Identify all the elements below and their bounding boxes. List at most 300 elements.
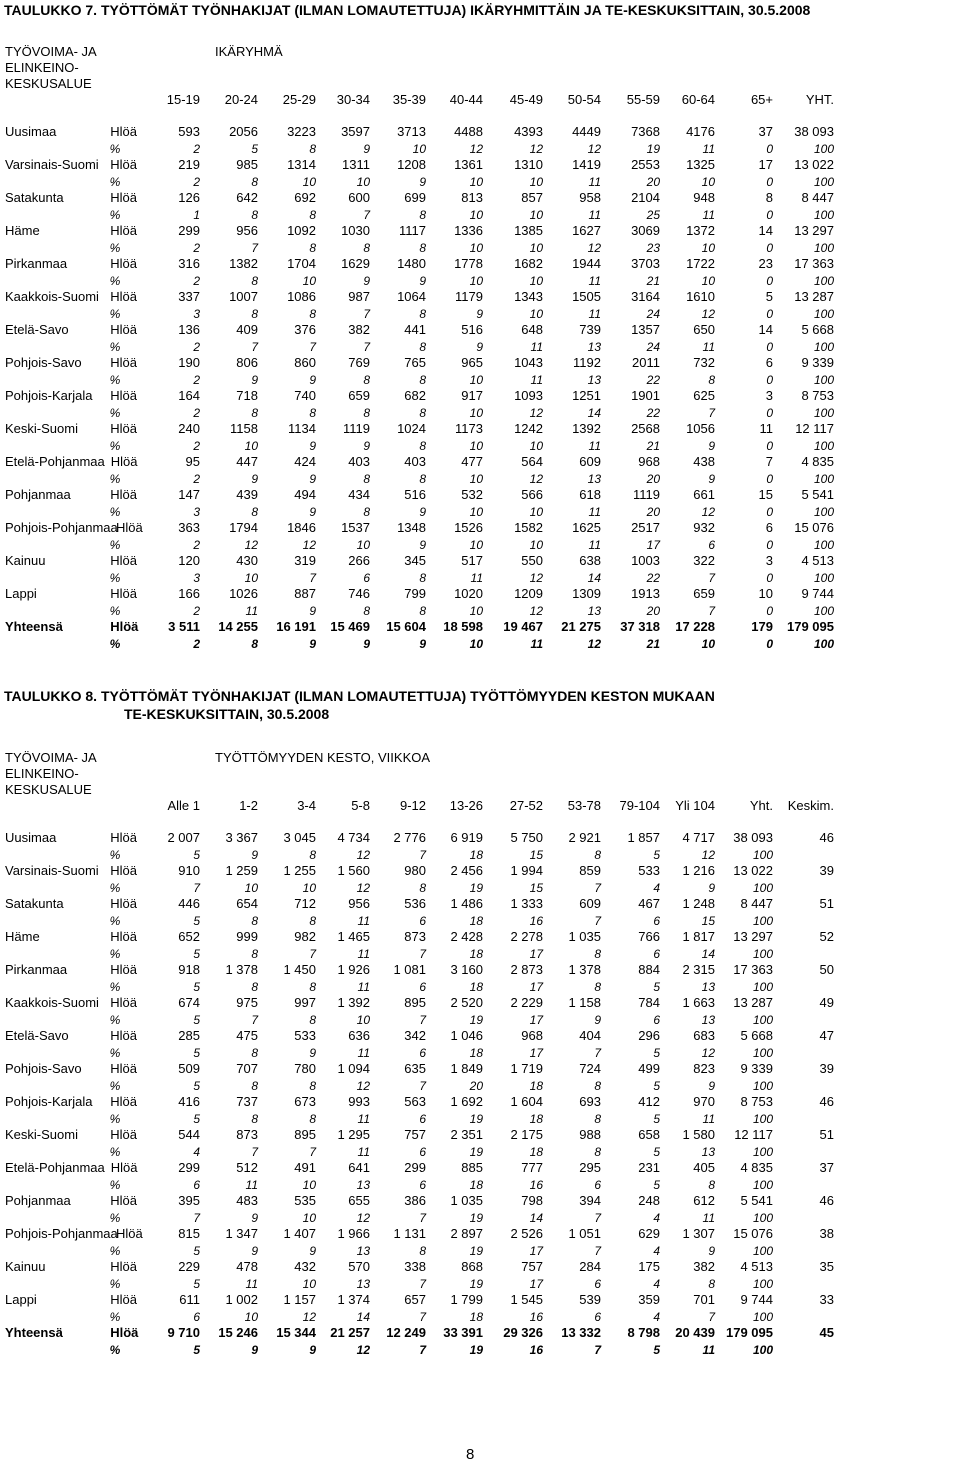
count-cell: 1310	[514, 157, 543, 173]
count-cell: 1242	[514, 421, 543, 437]
count-cell: 363	[178, 520, 200, 536]
percent-cell: 100	[752, 847, 773, 862]
count-cell: 970	[693, 1094, 715, 1110]
count-cell: 975	[236, 995, 258, 1011]
percent-cell: 2	[193, 603, 200, 618]
count-cell: 1610	[686, 289, 715, 305]
percent-cell: 8	[419, 405, 426, 420]
region-cell	[5, 355, 148, 371]
region-cell	[5, 1028, 148, 1044]
percent-cell: 10	[529, 504, 543, 519]
count-cell: 1 486	[450, 896, 483, 912]
percent-cell: 9	[251, 1210, 258, 1225]
percent-cell: 8	[363, 372, 370, 387]
region-cell	[5, 1045, 148, 1061]
region-name	[0, 1045, 148, 1062]
percent-cell: 9	[708, 438, 715, 453]
percent-cell: 5	[193, 847, 200, 862]
unit-percent: %	[109, 537, 121, 552]
column-header: Yht.	[749, 798, 773, 814]
percent-cell: 11	[357, 913, 370, 928]
count-cell: 3	[765, 553, 773, 569]
count-cell: 658	[638, 1127, 660, 1143]
percent-cell: 12	[701, 847, 715, 862]
count-cell: 266	[348, 553, 370, 569]
percent-cell: 100	[752, 979, 773, 994]
region-cell	[5, 1012, 148, 1028]
table-row	[0, 946, 836, 963]
percent-cell: 8	[419, 438, 426, 453]
unit-percent: %	[109, 1243, 121, 1258]
region-cell	[5, 223, 148, 239]
percent-cell	[775, 847, 836, 864]
table-row	[0, 1078, 836, 1095]
percent-cell: 100	[752, 1177, 773, 1192]
count-cell: 641	[348, 1160, 370, 1176]
total-row	[0, 636, 836, 653]
count-cell: 701	[693, 1292, 715, 1308]
unit-percent: %	[109, 979, 121, 994]
percent-cell: 7	[309, 339, 316, 354]
unit-percent: %	[109, 1045, 121, 1060]
percent-cell: 100	[752, 1144, 773, 1159]
column-header: 25-29	[282, 92, 316, 108]
count-cell: 147	[178, 487, 200, 503]
percent-cell: 9	[419, 504, 426, 519]
count-cell: 35	[819, 1259, 834, 1275]
region-cell	[5, 880, 148, 896]
count-cell: 424	[294, 454, 316, 470]
table-row	[0, 454, 836, 471]
percent-cell: 13	[587, 603, 601, 618]
count-cell: 295	[579, 1160, 601, 1176]
table-row	[0, 405, 836, 422]
count-cell: 322	[693, 553, 715, 569]
table-row	[0, 1292, 836, 1309]
percent-cell: 7	[251, 240, 258, 255]
unit-persons: Hlöä	[110, 355, 137, 371]
percent-cell: 10	[529, 207, 543, 222]
table-row	[0, 1243, 836, 1260]
table7-column-header	[0, 92, 836, 109]
percent-cell: 10	[244, 570, 258, 585]
percent-cell: 0	[766, 504, 773, 519]
region-cell	[5, 1078, 148, 1094]
count-cell: 1582	[514, 520, 543, 536]
table-row	[0, 471, 836, 488]
table-row	[0, 1276, 836, 1293]
unit-persons: Hlöä	[110, 995, 137, 1011]
count-cell: 296	[638, 1028, 660, 1044]
count-cell: 126	[178, 190, 200, 206]
count-cell: 467	[638, 896, 660, 912]
count-cell: 1 378	[568, 962, 601, 978]
region-cell	[5, 636, 148, 652]
region-label: Keski-Suomi	[5, 421, 78, 437]
percent-cell: 10	[356, 537, 370, 552]
percent-cell: 11	[357, 1045, 370, 1060]
percent-cell: 9	[309, 471, 316, 486]
count-cell: 231	[638, 1160, 660, 1176]
count-cell: 1209	[514, 586, 543, 602]
count-cell: 1092	[287, 223, 316, 239]
count-cell: 3 511	[168, 619, 200, 635]
table-row	[0, 306, 836, 323]
count-cell: 1343	[514, 289, 543, 305]
percent-cell: 12	[529, 141, 543, 156]
region-cell	[5, 1193, 148, 1209]
percent-cell: 14	[356, 1309, 370, 1324]
count-cell: 707	[236, 1061, 258, 1077]
percent-cell: 18	[529, 1144, 543, 1159]
percent-cell: 12	[701, 1045, 715, 1060]
percent-cell: 8	[251, 174, 258, 189]
count-cell: 409	[236, 322, 258, 338]
count-cell: 1 465	[337, 929, 370, 945]
count-cell: 33	[819, 1292, 834, 1308]
table-row	[0, 421, 836, 438]
region-cell	[5, 339, 148, 355]
unit-persons: Hlöä	[110, 586, 137, 602]
percent-cell: 7	[419, 1276, 426, 1291]
count-cell: 544	[178, 1127, 200, 1143]
count-cell: 6	[765, 520, 773, 536]
percent-cell: 10	[701, 174, 715, 189]
percent-cell: 9	[476, 306, 483, 321]
percent-cell: 11	[530, 339, 543, 354]
count-cell: 2 278	[510, 929, 543, 945]
region-header-line: KESKUSALUE	[5, 782, 92, 797]
column-header: 45-49	[509, 92, 543, 108]
region-cell	[5, 157, 148, 173]
region-label: Pohjois-Savo	[5, 1061, 82, 1077]
count-cell: 884	[638, 962, 660, 978]
count-cell: 1 081	[393, 962, 426, 978]
percent-cell: 8	[309, 306, 316, 321]
percent-cell: 7	[419, 1342, 426, 1357]
count-cell: 2 921	[568, 830, 601, 846]
count-cell: 447	[236, 454, 258, 470]
page-number: 8	[466, 1446, 475, 1463]
percent-cell: 7	[419, 847, 426, 862]
count-cell: 985	[236, 157, 258, 173]
region-name	[0, 1111, 148, 1128]
percent-cell: 7	[708, 405, 715, 420]
count-cell: 917	[461, 388, 483, 404]
count-cell: 1043	[514, 355, 543, 371]
count-cell: 533	[638, 863, 660, 879]
count-cell: 47	[819, 1028, 834, 1044]
count-cell: 1192	[573, 355, 601, 371]
table-row	[0, 256, 836, 273]
count-cell: 6 919	[450, 830, 483, 846]
percent-cell: 100	[813, 273, 834, 288]
percent-cell: 6	[594, 1177, 601, 1192]
unit-percent: %	[109, 913, 121, 928]
region-name	[0, 487, 148, 504]
percent-cell: 5	[193, 1243, 200, 1258]
count-cell: 1 663	[682, 995, 715, 1011]
region-name	[0, 157, 148, 174]
count-cell: 39	[819, 863, 834, 879]
count-cell: 532	[461, 487, 483, 503]
percent-cell: 100	[813, 603, 834, 618]
region-name	[0, 1127, 148, 1144]
percent-cell: 5	[653, 1078, 660, 1093]
count-cell: 1625	[572, 520, 601, 536]
percent-cell: 6	[653, 913, 660, 928]
table-row	[0, 207, 836, 224]
count-cell: 1 094	[337, 1061, 370, 1077]
count-cell: 1944	[572, 256, 601, 272]
count-cell: 517	[461, 553, 483, 569]
count-cell: 403	[404, 454, 426, 470]
column-header-row	[0, 92, 836, 109]
count-cell: 39	[819, 1061, 834, 1077]
region-cell	[5, 306, 148, 322]
total-row	[0, 619, 836, 636]
count-cell: 9 710	[167, 1325, 200, 1341]
percent-cell: 9	[363, 273, 370, 288]
percent-cell: 5	[193, 913, 200, 928]
unit-percent: %	[109, 273, 121, 288]
column-header: 27-52	[509, 798, 543, 814]
count-cell: 179 095	[787, 619, 834, 635]
percent-cell: 6	[594, 1309, 601, 1324]
percent-cell: 2	[193, 537, 200, 552]
percent-cell: 10	[529, 174, 543, 189]
count-cell: 993	[348, 1094, 370, 1110]
percent-cell: 10	[469, 603, 483, 618]
region-label: Varsinais-Suomi	[5, 157, 99, 173]
count-cell: 2 175	[510, 1127, 543, 1143]
count-cell: 1 035	[450, 1193, 483, 1209]
percent-cell: 17	[646, 537, 660, 552]
table-row	[0, 174, 836, 191]
count-cell: 1 719	[510, 1061, 543, 1077]
percent-cell: 17	[529, 1276, 543, 1291]
region-name	[0, 1078, 148, 1095]
percent-cell: 12	[356, 1078, 370, 1093]
count-cell: 635	[404, 1061, 426, 1077]
percent-cell: 0	[766, 141, 773, 156]
percent-cell: 8	[419, 570, 426, 585]
count-cell: 642	[236, 190, 258, 206]
table8-region-header	[5, 750, 97, 798]
percent-cell: 13	[587, 339, 601, 354]
count-cell: 2 520	[450, 995, 483, 1011]
count-cell: 1309	[572, 586, 601, 602]
percent-cell: 0	[766, 306, 773, 321]
percent-cell: 5	[193, 946, 200, 961]
region-cell	[5, 520, 148, 536]
column-header: 13-26	[449, 798, 483, 814]
count-cell: 5 541	[801, 487, 834, 503]
count-cell: 1 158	[568, 995, 601, 1011]
region-name	[0, 847, 148, 864]
unit-percent: %	[109, 141, 121, 156]
table-row	[0, 1028, 836, 1045]
count-cell: 895	[294, 1127, 316, 1143]
count-cell: 284	[579, 1259, 601, 1275]
count-cell: 987	[348, 289, 370, 305]
count-cell: 49	[819, 995, 834, 1011]
count-cell: 439	[236, 487, 258, 503]
percent-cell: 9	[363, 636, 370, 651]
count-cell: 692	[294, 190, 316, 206]
count-cell: 386	[404, 1193, 426, 1209]
count-cell: 718	[236, 388, 258, 404]
region-name	[0, 1259, 148, 1276]
percent-cell: 5	[653, 1177, 660, 1192]
region-cell	[5, 124, 148, 140]
percent-cell: 8	[309, 1078, 316, 1093]
table8-title: TAULUKKO 8. TYÖTTÖMÄT TYÖNHAKIJAT (ILMAN LOMAUTETTUJA) TYÖTTÖMYYDEN KESTON MUKAAN	[4, 688, 715, 704]
percent-cell: 9	[309, 1342, 316, 1357]
percent-cell: 8	[419, 306, 426, 321]
column-header: 3-4	[297, 798, 316, 814]
percent-cell: 18	[469, 1045, 483, 1060]
percent-cell	[775, 1144, 836, 1161]
count-cell: 382	[693, 1259, 715, 1275]
count-cell: 229	[178, 1259, 200, 1275]
count-cell: 434	[348, 487, 370, 503]
region-cell	[5, 995, 148, 1011]
percent-cell: 11	[702, 339, 715, 354]
unit-percent: %	[109, 636, 121, 651]
region-cell	[5, 289, 148, 305]
count-cell: 746	[348, 586, 370, 602]
percent-cell: 14	[587, 405, 601, 420]
region-label: Uusimaa	[5, 830, 57, 846]
count-cell: 2568	[631, 421, 660, 437]
count-cell: 813	[461, 190, 483, 206]
percent-cell: 12	[356, 880, 370, 895]
unit-persons: Hlöä	[116, 520, 143, 536]
percent-cell: 12	[469, 141, 483, 156]
table8-column-header	[0, 798, 836, 815]
percent-cell: 12	[587, 636, 601, 651]
unit-percent: %	[109, 847, 121, 862]
percent-cell: 5	[653, 1111, 660, 1126]
count-cell: 14	[758, 223, 773, 239]
percent-cell: 8	[594, 946, 601, 961]
percent-cell: 6	[419, 979, 426, 994]
column-header: 5-8	[351, 798, 370, 814]
percent-cell: 8	[419, 207, 426, 222]
count-cell: 1 307	[682, 1226, 715, 1242]
count-cell: 1 926	[337, 962, 370, 978]
unit-percent: %	[109, 207, 121, 222]
percent-cell: 18	[469, 913, 483, 928]
region-name	[0, 962, 148, 979]
region-name	[0, 1061, 148, 1078]
unit-persons: Hlöä	[110, 1325, 139, 1341]
column-header: 1-2	[239, 798, 258, 814]
count-cell: 1134	[288, 421, 316, 437]
region-label: Yhteensä	[5, 619, 63, 635]
percent-cell: 12	[244, 537, 258, 552]
count-cell: 1 849	[450, 1061, 483, 1077]
percent-cell: 8	[309, 207, 316, 222]
total-row	[0, 1325, 836, 1342]
region-cell	[5, 603, 148, 619]
percent-cell: 0	[766, 537, 773, 552]
count-cell: 1 347	[225, 1226, 258, 1242]
region-name	[0, 1309, 148, 1326]
count-cell: 650	[693, 322, 715, 338]
count-cell: 17 363	[733, 962, 773, 978]
percent-cell: 7	[251, 1144, 258, 1159]
count-cell: 539	[579, 1292, 601, 1308]
count-cell: 1 259	[225, 863, 258, 879]
percent-cell: 10	[469, 438, 483, 453]
percent-cell: 9	[419, 636, 426, 651]
percent-cell: 8	[363, 603, 370, 618]
region-name	[0, 1243, 148, 1260]
count-cell: 2 229	[510, 995, 543, 1011]
region-cell	[5, 1259, 148, 1275]
header-spacer	[0, 92, 148, 109]
region-name	[0, 570, 148, 587]
count-cell: 1682	[514, 256, 543, 272]
region-cell	[5, 141, 148, 157]
count-cell: 968	[521, 1028, 543, 1044]
percent-cell: 11	[357, 1144, 370, 1159]
region-cell	[5, 1309, 148, 1325]
percent-cell: 7	[309, 1144, 316, 1159]
region-name	[0, 223, 148, 240]
count-cell: 477	[461, 454, 483, 470]
region-name	[0, 1177, 148, 1194]
percent-cell: 8	[309, 141, 316, 156]
percent-cell: 9	[309, 603, 316, 618]
percent-cell: 9	[708, 1243, 715, 1258]
table-row	[0, 913, 836, 930]
unit-persons: Hlöä	[110, 289, 137, 305]
table-row	[0, 520, 836, 537]
percent-cell: 8	[309, 1111, 316, 1126]
percent-cell: 9	[363, 141, 370, 156]
percent-cell: 8	[251, 405, 258, 420]
percent-cell: 8	[594, 1144, 601, 1159]
percent-cell: 100	[752, 1210, 773, 1225]
unit-percent: %	[109, 1309, 121, 1324]
count-cell: 13 332	[561, 1325, 601, 1341]
percent-cell: 2	[193, 174, 200, 189]
percent-cell: 9	[708, 1078, 715, 1093]
percent-cell: 4	[653, 1210, 660, 1225]
count-cell: 1208	[397, 157, 426, 173]
percent-cell: 9	[476, 339, 483, 354]
percent-cell: 10	[244, 438, 258, 453]
region-name	[0, 603, 148, 620]
unit-persons: Hlöä	[110, 454, 138, 470]
unit-percent: %	[109, 372, 121, 387]
percent-cell: 11	[357, 1111, 370, 1126]
region-name	[0, 520, 148, 537]
count-cell: 17	[758, 157, 773, 173]
percent-cell: 8	[594, 1078, 601, 1093]
region-name	[0, 1144, 148, 1161]
percent-cell: 8	[708, 372, 715, 387]
percent-cell: 19	[469, 1012, 483, 1027]
count-cell: 2 007	[167, 830, 200, 846]
count-cell: 1030	[341, 223, 370, 239]
count-cell: 766	[638, 929, 660, 945]
percent-cell: 12	[356, 1210, 370, 1225]
percent-cell: 7	[193, 880, 200, 895]
